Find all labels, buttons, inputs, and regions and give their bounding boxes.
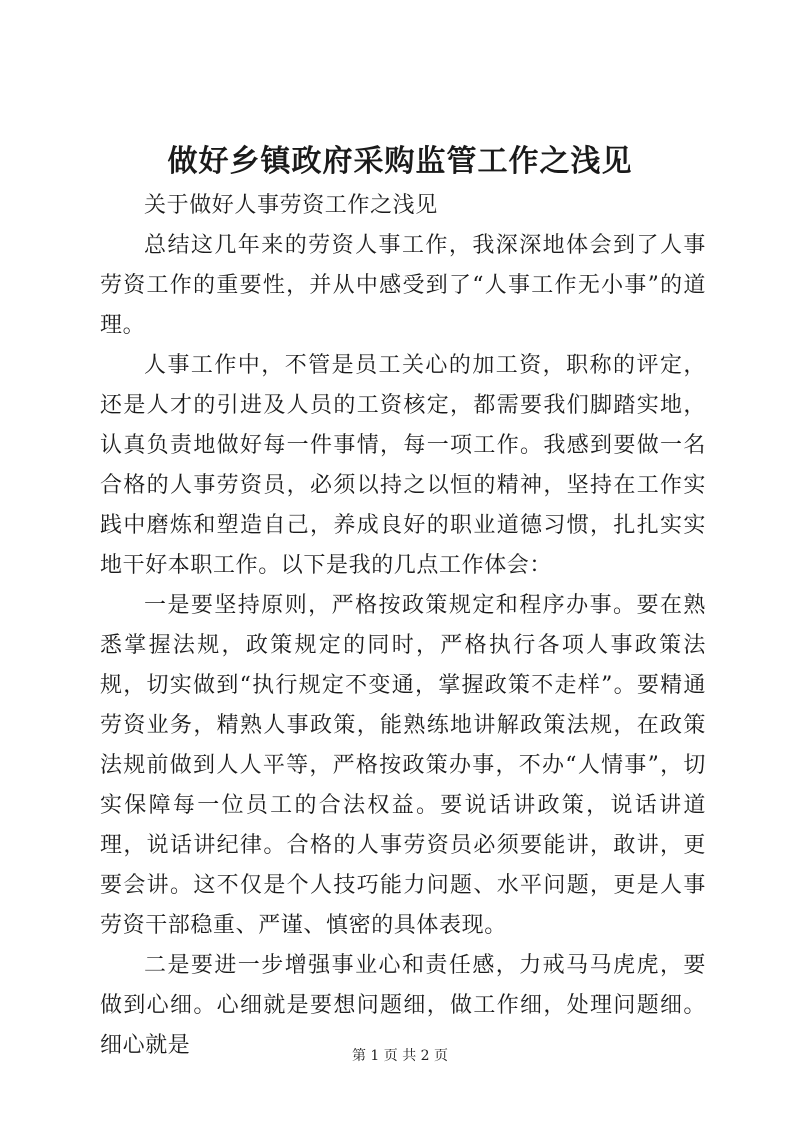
body-paragraph: 一是要坚持原则，严格按政策规定和程序办事。要在熟悉掌握法规，政策规定的同时，严格执行各项人事政策法规，切实做到“执行规定不变通，掌握政策不走样”。要精通劳资业务，精熟人事政策，能熟练地讲解政策法规，在政策法规前做到人人平等，严格按政策办事，不办“人情事”，切实保障每一位员工的合法权益。要说话讲政策，说话讲道理，说话讲纪律。合格的人事劳资员必须要能讲，敢讲，更要会讲。这不仅是个人技巧能力问题、水平问题，更是人事劳资干部稳重、严谨、慎密的具体表现。 xyxy=(100,593,706,938)
page-footer: 第 1 页 共 2 页 xyxy=(351,1048,449,1064)
subtitle-paragraph: 关于做好人事劳资工作之浅见 xyxy=(144,193,438,218)
document-title: 做好乡镇政府采购监管工作之浅见 xyxy=(167,144,633,179)
document-body xyxy=(100,186,706,1066)
body-paragraph: 总结这几年来的劳资人事工作，我深深地体会到了人事劳资工作的重要性，并从中感受到了“人事工作无小事”的道理。 xyxy=(100,233,706,338)
body-paragraph: 人事工作中，不管是员工关心的加工资，职称的评定，还是人才的引进及人员的工资核定，都需要我们脚踏实地，认真负责地做好每一件事情，每一项工作。我感到要做一名合格的人事劳资员，必须以持之以恒的精神，坚持在工作实践中磨炼和塑造自己，养成良好的职业道德习惯，扎扎实实地干好本职工作。以下是我的几点工作体会： xyxy=(100,353,706,578)
body-paragraph: 二是要进一步增强事业心和责任感，力戒马马虎虎，要做到心细。心细就是要想问题细，做工作细，处理问题细。细心就是 xyxy=(100,953,706,1058)
